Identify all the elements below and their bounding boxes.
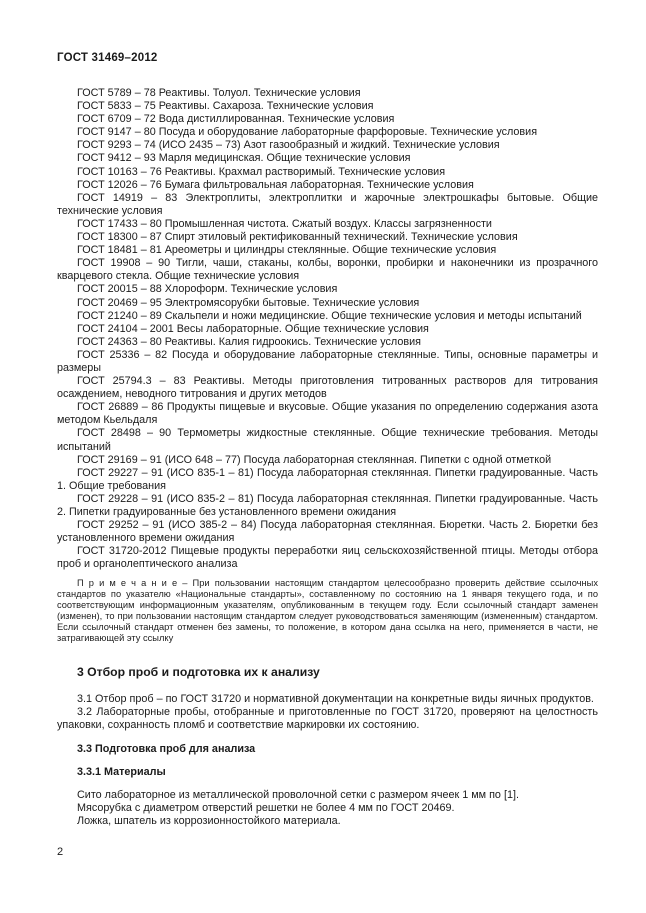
reference-item: ГОСТ 9412 – 93 Марля медицинская. Общие технические условия	[77, 152, 411, 165]
reference-item: ГОСТ 29169 – 91 (ИСО 648 – 77) Посуда лабораторная стеклянная. Пипетки с одной отметкой	[77, 453, 552, 466]
reference-item: ГОСТ 9147 – 80 Посуда и оборудование лабораторные фарфоровые. Технические условия	[77, 126, 538, 139]
reference-item: ГОСТ 19908 – 90 Тигли, чаши, стаканы, колбы, воронки, пробирки и наконечники из прозрачного кварцевого стекла. Общие технические условия	[57, 257, 598, 283]
body-paragraph: 3.1 Отбор проб – по ГОСТ 31720 и нормативной документации на конкретные виды яичных продуктов.	[77, 692, 594, 705]
reference-item: ГОСТ 26889 – 86 Продукты пищевые и вкусовые. Общие указания по определению содержания азота методом Кьельдаля	[57, 401, 598, 427]
reference-item: ГОСТ 25336 – 82 Посуда и оборудование лабораторные стеклянные. Типы, основные параметры и размеры	[57, 348, 598, 374]
reference-item: ГОСТ 29227 – 91 (ИСО 835-1 – 81) Посуда лабораторная стеклянная. Пипетки градуированные. Часть 1. Общие требования	[57, 466, 598, 492]
references-list	[57, 87, 598, 571]
material-item: Сито лабораторное из металлической проволочной сетки с размером ячеек 1 мм по [1].	[77, 789, 519, 802]
reference-item: ГОСТ 9293 – 74 (ИСО 2435 – 73) Азот газообразный и жидкий. Технические условия	[77, 139, 500, 152]
reference-item: ГОСТ 29228 – 91 (ИСО 835-2 – 81) Посуда лабораторная стеклянная. Пипетки градуированные. Часть 2. Пипетки градуированные без установленного времени ожидания	[57, 492, 598, 518]
reference-item: ГОСТ 29252 – 91 (ИСО 385-2 – 84) Посуда лабораторная стеклянная. Бюретки. Часть 2. Бюретки без установленного времени ожидания	[57, 519, 598, 545]
material-item: Мясорубка с диаметром отверстий решетки не более 4 мм по ГОСТ 20469.	[77, 802, 455, 815]
reference-item: ГОСТ 20015 – 88 Хлороформ. Технические условия	[77, 283, 338, 296]
reference-item: ГОСТ 31720-2012 Пищевые продукты переработки яиц сельскохозяйственной птицы. Методы отбора проб и органолептического анализа	[57, 545, 598, 571]
reference-item: ГОСТ 12026 – 76 Бумага фильтровальная лабораторная. Технические условия	[77, 178, 474, 191]
material-item: Ложка, шпатель из коррозионностойкого материала.	[77, 815, 341, 828]
reference-item: ГОСТ 25794.3 – 83 Реактивы. Методы приготовления титрованных растворов для титрования осаждением, неводного титрования и других методов	[57, 375, 598, 401]
reference-item: ГОСТ 14919 – 83 Электроплиты, электроплитки и жарочные электрошкафы бытовые. Общие технические условия	[57, 191, 598, 217]
materials-list	[57, 789, 598, 828]
subsection-heading-3-3-1: 3.3.1 Материалы	[77, 766, 166, 779]
reference-item: ГОСТ 24104 – 2001 Весы лабораторные. Общие технические условия	[77, 322, 429, 335]
reference-item: ГОСТ 10163 – 76 Реактивы. Крахмал растворимый. Технические условия	[77, 165, 446, 178]
reference-item: ГОСТ 5789 – 78 Реактивы. Толуол. Технические условия	[77, 87, 361, 99]
reference-item: ГОСТ 5833 – 75 Реактивы. Сахароза. Технические условия	[77, 100, 374, 113]
reference-item: ГОСТ 28498 – 90 Термометры жидкостные стеклянные. Общие технические требования. Методы испытаний	[57, 427, 598, 453]
section-paragraphs	[57, 693, 598, 732]
document-header-gost-number: ГОСТ 31469–2012	[57, 52, 158, 64]
page-number: 2	[57, 846, 64, 858]
reference-item: ГОСТ 18300 – 87 Спирт этиловый ректификованный технический. Технические условия	[77, 231, 518, 244]
section-heading: 3 Отбор проб и подготовка их к анализу	[77, 664, 320, 679]
reference-item: ГОСТ 18481 – 81 Ареометры и цилиндры стеклянные. Общие технические условия	[77, 244, 497, 257]
reference-item: ГОСТ 24363 – 80 Реактивы. Калия гидроокись. Технические условия	[77, 335, 421, 348]
reference-item: ГОСТ 21240 – 89 Скальпели и ножи медицинские. Общие технические условия и методы испытаний	[77, 309, 582, 322]
reference-item: ГОСТ 6709 – 72 Вода дистиллированная. Технические условия	[77, 113, 395, 126]
note-paragraph: П р и м е ч а н и е – При пользовании настоящим стандартом целесообразно проверить действие ссылочных стандартов по указателю «Национальные стандарты», составленному по состоянию на 1 января текущего года, и по соответствующим информационным указателям, опубликованным в текущем году. Если ссылочный стандарт заменен (изменен), то при пользовании настоящим стандартом следует руководствоваться заменяющим (измененным) стандартом. Если ссылочный стандарт отменен без замены, то положение, в котором дана ссылка на него, применяется в части, не затрагивающей эту ссылку	[57, 578, 598, 643]
reference-item: ГОСТ 17433 – 80 Промышленная чистота. Сжатый воздух. Классы загрязненности	[77, 217, 492, 230]
reference-item: ГОСТ 20469 – 95 Электромясорубки бытовые. Технические условия	[77, 296, 420, 309]
subsection-heading-3-3: 3.3 Подготовка проб для анализа	[77, 743, 256, 756]
body-paragraph: 3.2 Лабораторные пробы, отобранные и приготовленные по ГОСТ 31720, проверяют на целостность упаковки, сохранность пломб и соответствие маркировки их состоянию.	[57, 706, 598, 732]
